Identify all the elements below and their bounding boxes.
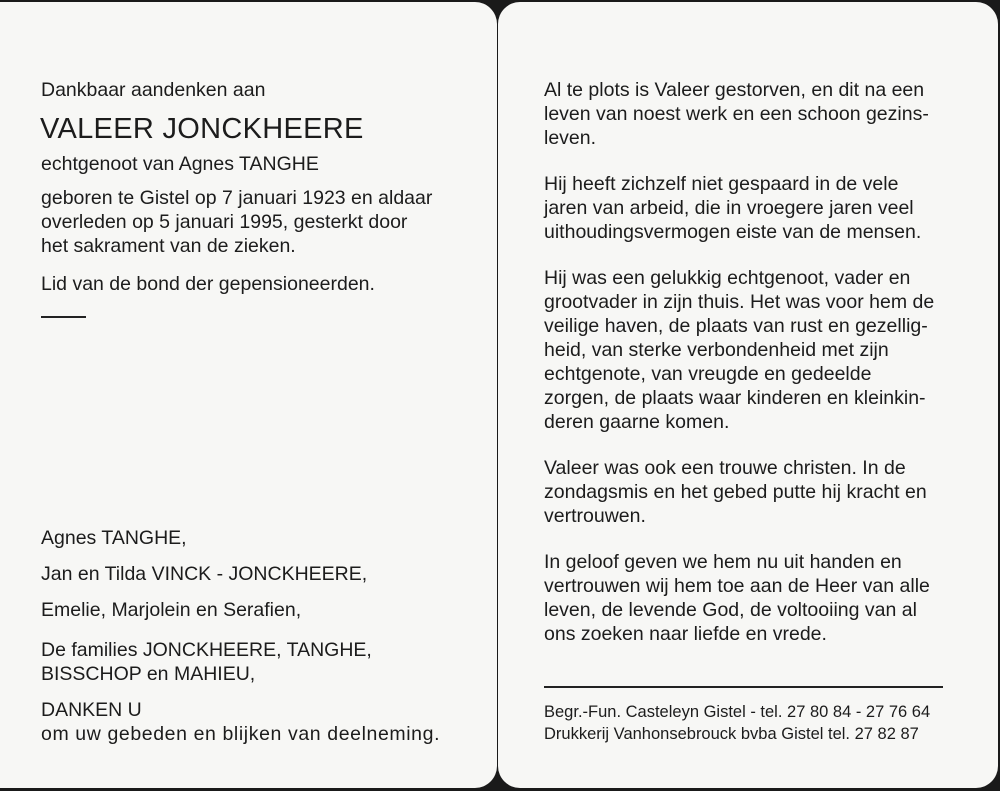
funeral-home-line: Begr.-Fun. Casteleyn Gistel - tel. 27 80 84 - 27 76 64 <box>544 703 931 721</box>
text-line: vertrouwen wij hem toe aan de Heer van alle <box>544 575 930 597</box>
text-line: deren gaarne komen. <box>544 411 730 433</box>
spouse-line: echtgenoot van Agnes TANGHE <box>41 153 319 175</box>
family-line: BISSCHOP en MAHIEU, <box>41 663 256 685</box>
birth-death-line: het sakrament van de zieken. <box>41 235 296 257</box>
text-line: jaren van arbeid, die in vroegere jaren veel <box>544 197 914 219</box>
birth-death-line: geboren te Gistel op 7 januari 1923 en aldaar <box>41 187 433 209</box>
family-line: De families JONCKHEERE, TANGHE, <box>41 639 372 661</box>
text-line: leven. <box>544 127 597 149</box>
text-line: Valeer was ook een trouwe christen. In de <box>544 457 906 479</box>
family-line: Emelie, Marjolein en Serafien, <box>41 599 302 621</box>
text-line: uithoudingsvermogen eiste van de mensen. <box>544 221 922 243</box>
text-line: In geloof geven we hem nu uit handen en <box>544 551 902 573</box>
text-line: Hij was een gelukkig echtgenoot, vader en <box>544 267 911 289</box>
text-line: zorgen, de plaats waar kinderen en kleinkin- <box>544 387 926 409</box>
text-line: veilige haven, de plaats van rust en gezellig- <box>544 315 928 337</box>
text-line: Al te plots is Valeer gestorven, en dit na een <box>544 79 925 101</box>
divider-line <box>41 316 86 318</box>
printer-line: Drukkerij Vanhonsebrouck bvba Gistel tel. 27 82 87 <box>544 725 919 743</box>
intro-text: Dankbaar aandenken aan <box>41 79 266 101</box>
birth-death-line: overleden op 5 januari 1995, gesterkt door <box>41 211 408 233</box>
memorial-card-right <box>498 2 998 788</box>
text-line: echtgenote, van vreugde en gedeelde <box>544 363 872 385</box>
family-line: Jan en Tilda VINCK - JONCKHEERE, <box>41 563 368 585</box>
thanks-line: om uw gebeden en blijken van deelneming. <box>41 723 441 745</box>
text-line: zondagsmis en het gebed putte hij kracht en <box>544 481 927 503</box>
text-line: leven, de levende God, de voltooiing van al <box>544 599 917 621</box>
membership-line: Lid van de bond der gepensioneerden. <box>41 273 375 295</box>
text-line: ons zoeken naar liefde en vrede. <box>544 623 827 645</box>
memorial-card-left <box>0 2 497 788</box>
family-line: Agnes TANGHE, <box>41 527 187 549</box>
text-line: vertrouwen. <box>544 505 646 527</box>
text-line: leven van noest werk en een schoon gezins- <box>544 103 929 125</box>
text-line: Hij heeft zichzelf niet gespaard in de vele <box>544 173 899 195</box>
deceased-name: VALEER JONCKHEERE <box>40 113 364 145</box>
text-line: grootvader in zijn thuis. Het was voor hem de <box>544 291 935 313</box>
text-line: heid, van sterke verbondenheid met zijn <box>544 339 889 361</box>
footer-divider <box>544 686 943 688</box>
thanks-line: DANKEN U <box>41 699 142 721</box>
